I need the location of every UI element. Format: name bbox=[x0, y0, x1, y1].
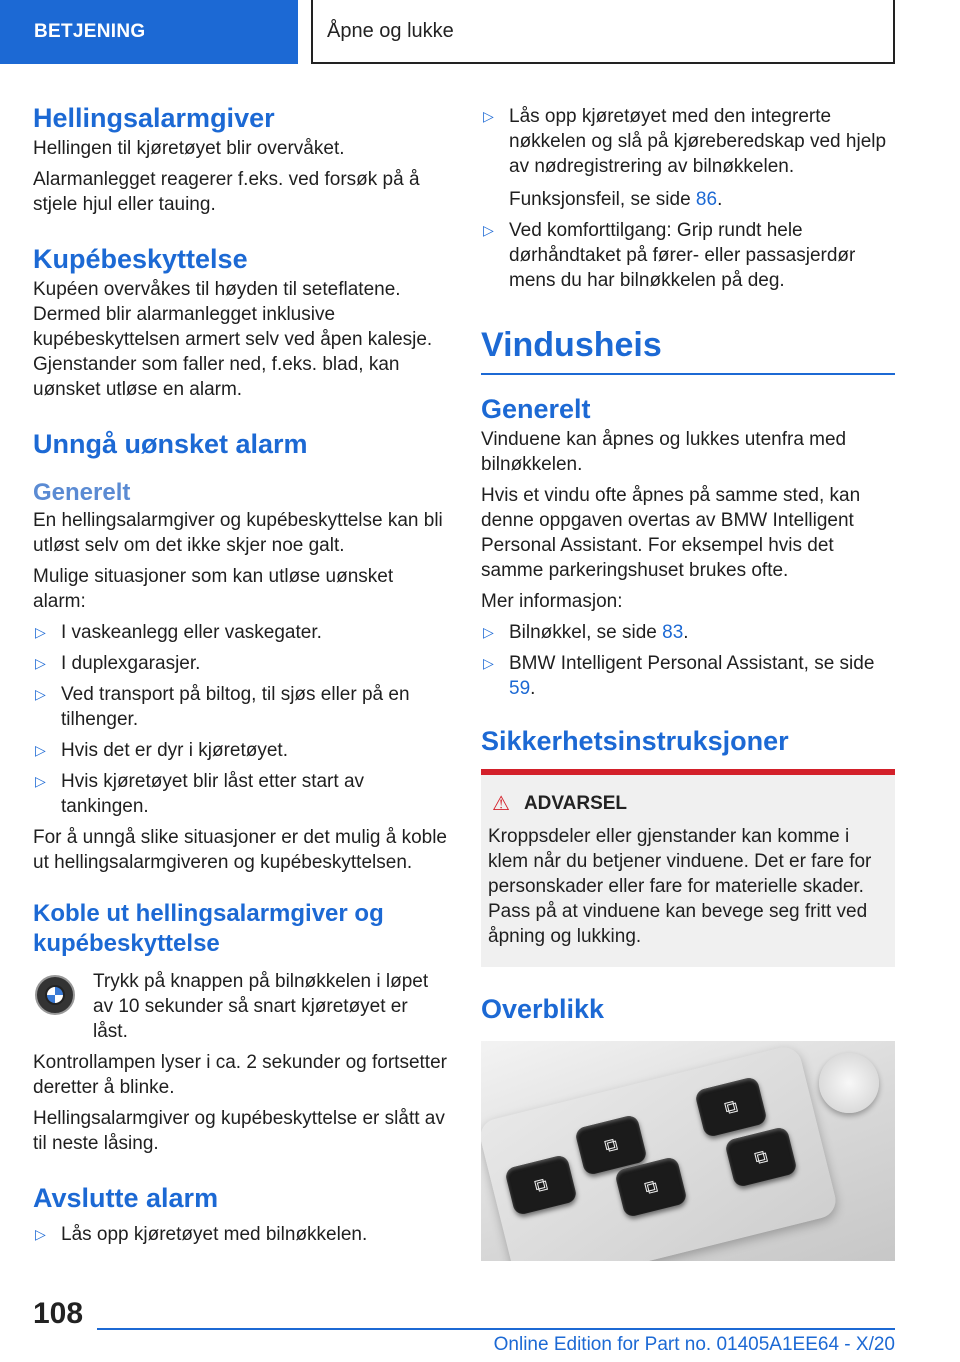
heading-tilt-alarm: Hellingsalarmgiver bbox=[33, 103, 275, 133]
situation-list bbox=[33, 620, 447, 819]
heading-windows: Vindusheis bbox=[481, 326, 662, 364]
list-item: ▷ Lås opp kjøretøyet med den integrerte nøkkelen og slå på kjøreberedskap ved hjelp av nødregistrering av bilnøkkelen. Funksjonsfeil, se side 86. bbox=[483, 106, 887, 210]
heading-stop-alarm: Avslutte alarm bbox=[33, 1183, 219, 1213]
warning-triangle-icon: ⚠ bbox=[492, 793, 510, 815]
heading-disconnect: Koble ut hellingsalarmgiver og kupébeskyttelse bbox=[33, 900, 384, 957]
warning-text: Kroppsdeler eller gjenstander kan komme i klem når du betjener vinduene. Det er fare for personskader eller fare for materielle skader. Pass på at vinduene kan bevege seg fritt ved åpning og lukking. bbox=[488, 826, 872, 947]
list-item: ▷ Hvis kjøretøyet blir låst etter start av tankingen. bbox=[35, 771, 365, 817]
para-tilt-1: Hellingen til kjøretøyet blir overvåket. bbox=[33, 138, 345, 159]
window-switch-icon: ⧉ bbox=[614, 1156, 688, 1218]
triangle-bullet-icon: ▷ bbox=[35, 624, 46, 640]
window-switch-icon: ⧉ bbox=[724, 1126, 798, 1188]
triangle-bullet-icon: ▷ bbox=[35, 686, 46, 702]
page-number: 108 bbox=[33, 1297, 84, 1330]
window-switch-icon: ⧉ bbox=[574, 1114, 648, 1176]
heading-general-windows: Generelt bbox=[481, 394, 591, 424]
list-item: ▷ BMW Intelligent Personal Assistant, se side 59. bbox=[483, 653, 875, 699]
para-general-3: For å unngå slike situasjoner er det mulig å koble ut hellingsalarmgiveren og kupébeskyttelsen. bbox=[33, 827, 448, 873]
list-item: ▷ Hvis det er dyr i kjøretøyet. bbox=[35, 740, 288, 761]
triangle-bullet-icon: ▷ bbox=[483, 655, 494, 671]
heading-overview: Overblikk bbox=[481, 994, 605, 1024]
key-instruction bbox=[33, 969, 447, 1044]
para-interior: Kupéen overvåkes til høyden til seteflatene. Dermed blir alarmanlegget inklusive kupébeskyttelsen armert selv ved åpen kalesje. Gjenstander som faller ned, f.eks. blad, kan uønsket utløse en alarm. bbox=[33, 279, 433, 400]
triangle-bullet-icon: ▷ bbox=[35, 773, 46, 789]
heading-avoid-alarm: Unngå uønsket alarm bbox=[33, 429, 308, 459]
list-item: ▷ Bilnøkkel, se side 83. bbox=[483, 622, 689, 643]
section-title: BETJENING bbox=[34, 21, 146, 42]
para-press-button: Trykk på knappen på bilnøkkelen i løpet av 10 sekunder så snart kjøretøyet er låst. bbox=[93, 971, 429, 1042]
list-item: ▷ Ved transport på biltog, til sjøs eller på en tilhenger. bbox=[35, 684, 410, 730]
triangle-bullet-icon: ▷ bbox=[35, 1226, 46, 1242]
para-general-1: En hellingsalarmgiver og kupébeskyttelse kan bli utløst selv om det ikke skjer noe galt. bbox=[33, 510, 443, 556]
window-switch-icon: ⧉ bbox=[504, 1154, 578, 1216]
window-switch-icon: ⧉ bbox=[694, 1076, 768, 1138]
para-general-2: Mulige situasjoner som kan utløse uønsket alarm: bbox=[33, 566, 394, 612]
stop-list-continued bbox=[481, 104, 895, 293]
warning-title: ADVARSEL bbox=[523, 792, 628, 814]
list-item: ▷ Lås opp kjøretøyet med bilnøkkelen. bbox=[35, 1224, 368, 1245]
page-link-83[interactable]: 83 bbox=[662, 622, 684, 643]
chapter-header bbox=[311, 0, 895, 64]
para-windows-2: Hvis et vindu ofte åpnes på samme sted, kan denne oppgaven overtas av BMW Intelligent Personal Assistant. For eksempel hvis det samme parkeringshuset brukes ofte. bbox=[481, 485, 861, 581]
footer-rule bbox=[97, 1328, 895, 1330]
warning-box bbox=[481, 769, 895, 967]
list-item: ▷ I duplexgarasjer. bbox=[35, 653, 201, 674]
warning-header bbox=[488, 791, 885, 816]
heading-general: Generelt bbox=[33, 479, 131, 506]
para-more-info: Mer informasjon: bbox=[481, 591, 623, 612]
para-switched-off: Hellingsalarmgiver og kupébeskyttelse er slått av til neste låsing. bbox=[33, 1108, 445, 1154]
right-column bbox=[481, 104, 895, 1261]
para-indicator-lamp: Kontrollampen lyser i ca. 2 sekunder og fortsetter deretter å blinke. bbox=[33, 1052, 447, 1098]
triangle-bullet-icon: ▷ bbox=[483, 222, 494, 238]
para-tilt-2: Alarmanlegget reagerer f.eks. ved forsøk på å stjele hjul eller tauing. bbox=[33, 169, 420, 215]
triangle-bullet-icon: ▷ bbox=[483, 108, 494, 124]
left-column bbox=[33, 100, 447, 1253]
info-list bbox=[481, 620, 895, 701]
triangle-bullet-icon: ▷ bbox=[483, 624, 494, 640]
switch-knob bbox=[819, 1053, 879, 1113]
heading-interior: Kupébeskyttelse bbox=[33, 244, 248, 274]
page-link-59[interactable]: 59 bbox=[509, 678, 531, 699]
footer-edition: Online Edition for Part no. 01405A1EE64 - X/20 bbox=[493, 1334, 895, 1355]
triangle-bullet-icon: ▷ bbox=[35, 742, 46, 758]
window-switch-photo bbox=[481, 1041, 895, 1261]
triangle-bullet-icon: ▷ bbox=[35, 655, 46, 671]
para-windows-1: Vinduene kan åpnes og lukkes utenfra med bilnøkkelen. bbox=[481, 429, 847, 475]
stop-list bbox=[33, 1222, 447, 1247]
heading-safety: Sikkerhetsinstruksjoner bbox=[481, 726, 789, 756]
chapter-title: Åpne og lukke bbox=[327, 19, 454, 42]
page-link-86[interactable]: 86 bbox=[695, 189, 718, 210]
list-item: ▷ I vaskeanlegg eller vaskegater. bbox=[35, 622, 322, 643]
bmw-key-icon bbox=[35, 975, 75, 1015]
section-tab bbox=[0, 0, 298, 64]
list-item: ▷ Ved komforttilgang: Grip rundt hele dørhåndtaket på fører- eller passasjerdør mens du har bilnøkkelen på deg. bbox=[483, 220, 856, 291]
